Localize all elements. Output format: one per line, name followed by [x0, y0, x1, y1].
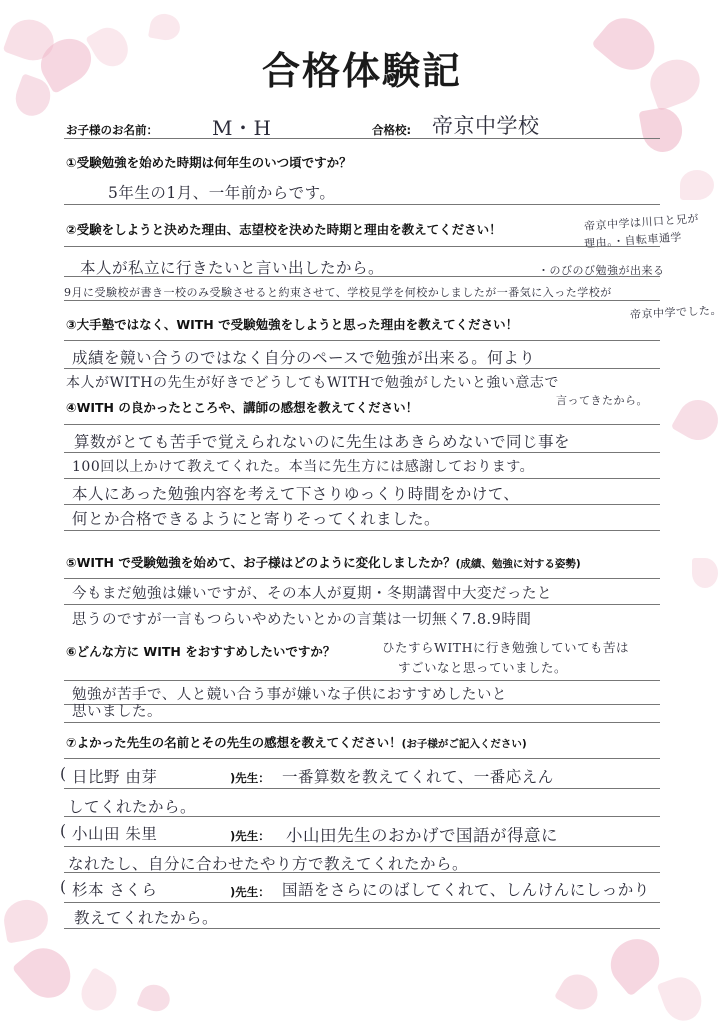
answer-5-line-3: ひたすらWITHに行き勉強していても苦は: [382, 640, 630, 655]
teacher-3-comment-2: 教えてくれたから。: [74, 909, 219, 927]
header-underline: [64, 138, 660, 139]
answer-line: [64, 680, 660, 681]
question-5-label: ⑤WITH で受験勉強を始めて、お子様はどのように変化しましたか？: [66, 555, 456, 570]
answer-line: [64, 504, 660, 505]
answer-5-line-1: 今もまだ勉強は嫌いですが、その本人が夏期・冬期講習中大変だったと: [72, 586, 552, 602]
answer-2-side-note-2: 理由。・自転車通学: [583, 230, 683, 251]
answer-4-line-4: 何とか合格できるようにと寄りそってくれました。: [72, 510, 441, 528]
answer-line: [64, 530, 660, 531]
answer-line: [64, 478, 660, 479]
answer-6-line-1: 勉強が苦手で、人と競い合う事が嫌いな子供におすすめしたいと: [72, 687, 507, 703]
answer-4-line-2: 100回以上かけて教えてくれた。本当に先生方には感謝しております。: [72, 459, 535, 475]
answer-6-line-2: 思いました。: [72, 704, 162, 720]
answer-2-side-note-1: 帝京中学は川口と兄が: [583, 212, 700, 233]
question-7-label: ⑦よかった先生の名前とその先生の感想を教えてください！: [66, 735, 402, 750]
answer-line: [64, 846, 660, 847]
answer-3-line-1: 成績を競い合うのではなく自分のペースで勉強が出来る。何より: [72, 349, 536, 367]
answer-line: [64, 300, 660, 301]
answer-2-line-2: 9月に受験校が書き一校のみ受験させると約束させて、学校見学を何校かしましたが一番気に入った学校が: [64, 286, 612, 299]
question-3: ③大手塾ではなく、WITH で受験勉強をしようと思った理由を教えてください！: [66, 317, 519, 332]
answer-line: [64, 368, 660, 369]
school-value: 帝京中学校: [432, 114, 540, 138]
question-4: ④WITH の良かったところや、講師の感想を教えてください！: [66, 400, 419, 415]
teacher-1-comment-2: してくれたから。: [68, 798, 197, 816]
answer-line: [64, 452, 660, 453]
answer-5-line-2: 思うのですが一言もつらいやめたいとかの言葉は一切無く7.8.9時間: [72, 612, 532, 628]
answer-2-side-note-5: 帝京中学でした。: [629, 303, 723, 322]
answer-4-line-3: 本人にあった勉強内容を考えて下さりゆっくり時間をかけて、: [72, 485, 520, 503]
answer-line: [64, 788, 660, 789]
answer-3-line-3: 言ってきたから。: [556, 394, 648, 407]
answer-5-line-4: すごいなと思っていました。: [398, 660, 568, 675]
question-5-note: (成績、勉強に対する姿勢): [455, 558, 581, 570]
answer-line: [64, 872, 660, 873]
answer-line: [64, 276, 660, 277]
question-2: ②受験をしようと決めた理由、志望校を決めた時期と理由を教えてください！: [66, 222, 502, 237]
answer-line: [64, 758, 660, 759]
answer-line: [64, 340, 660, 341]
answer-2-line-1: 本人が私立に行きたいと言い出したから。: [80, 259, 385, 277]
answer-line: [64, 604, 660, 605]
teacher-2-paren: (: [60, 822, 67, 840]
teacher-2-comment-2: なれたし、自分に合わせたやり方で教えてくれたから。: [68, 855, 469, 873]
teacher-3-name: 杉本 さくら: [72, 881, 158, 899]
answer-4-line-1: 算数がとても苦手で覚えられないのに先生はあきらめないで同じ事を: [74, 433, 571, 451]
answer-line: [64, 578, 660, 579]
answer-line: [64, 204, 660, 205]
answer-3-line-2: 本人がWITHの先生が好きでどうしてもWITHで勉強がしたいと強い意志で: [66, 375, 559, 391]
teacher-1-label: )先生：: [230, 771, 270, 785]
answer-line: [64, 816, 660, 817]
answer-line: [64, 424, 660, 425]
answer-1-line-1: 5年生の1月、一年前からです。: [108, 184, 336, 202]
school-label: 合格校:: [372, 123, 412, 137]
teacher-1-comment: 一番算数を教えてくれて、一番応えん: [282, 768, 554, 786]
answer-2-side-note-3: ・のびのび勉強が出来る: [538, 264, 665, 277]
teacher-1-name: 日比野 由芽: [72, 768, 158, 786]
name-label: お子様のお名前：: [66, 123, 158, 137]
question-7-note: (お子様がご記入ください): [401, 738, 527, 750]
teacher-3-label: )先生：: [230, 885, 270, 899]
answer-line: [64, 902, 660, 903]
teacher-3-paren: (: [60, 878, 67, 896]
name-value: M・H: [212, 116, 272, 140]
teacher-1-paren: (: [60, 765, 67, 783]
teacher-2-name: 小山田 朱里: [72, 825, 158, 843]
question-5: [66, 553, 581, 571]
page-title: 合格体験記: [261, 49, 462, 93]
answer-line: [64, 722, 660, 723]
teacher-2-label: )先生：: [230, 829, 270, 843]
question-7: [66, 733, 527, 751]
answer-line: [64, 928, 660, 929]
answer-line: [64, 246, 660, 247]
teacher-3-comment: 国語をさらにのばしてくれて、しんけんにしっかり: [282, 881, 650, 899]
teacher-2-comment: 小山田先生のおかげで国語が得意に: [286, 826, 558, 845]
question-1: ①受験勉強を始めた時期は何年生のいつ頃ですか？: [66, 155, 352, 170]
question-6: ⑥どんな方に WITH をおすすめしたいですか？: [66, 644, 336, 659]
